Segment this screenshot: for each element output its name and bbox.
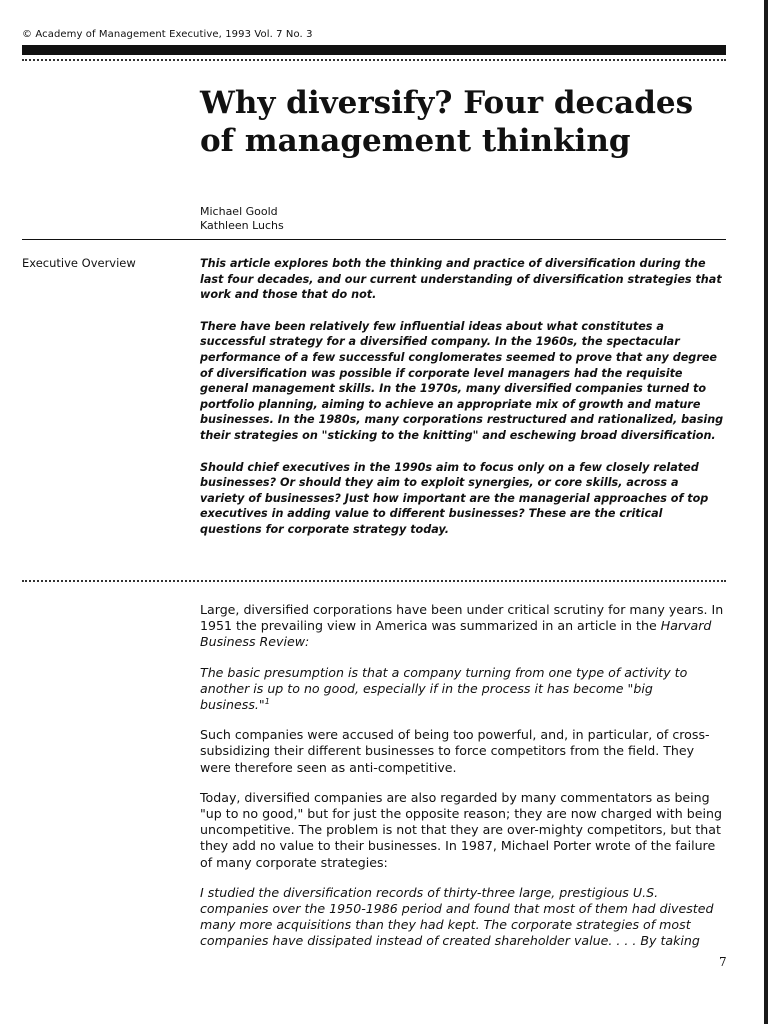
overview-paragraph: Should chief executives in the 1990s aim to focus only on a few closely related businesses? Or should they aim to exploit synergies, or core skills, across a variety of businesses? Just how important are the managerial approaches of top executives in adding value to different businesses? These are the critical questions for corporate strategy today. [200, 460, 709, 536]
overview-paragraph: This article explores both the thinking and practice of diversification during the last four decades, and our current understanding of diversification strategies that work and those that do not. [200, 257, 722, 302]
dotted-divider-middle [22, 580, 726, 582]
body-paragraph [200, 602, 726, 651]
page-edge [764, 0, 768, 1024]
cited-publication: Harvard Business Review: [200, 618, 712, 650]
body-paragraph: Such companies were accused of being too powerful, and, in particular, of cross-subsidizing their different businesses to force competitors from the field. They were therefore seen as anti-competitive. [200, 727, 710, 775]
executive-overview [200, 256, 726, 554]
block-quote: I studied the diversification records of thirty-three large, prestigious U.S. companies over the 1950-1986 period and found that most of them had divested many more acquisitions than they had kept. The corporate strategies of most companies have dissipated instead of created shareholder value. . . . By taking [200, 884, 714, 949]
page-number: 7 [719, 955, 727, 969]
section-rule [22, 239, 726, 240]
body-paragraph: Today, diversified companies are also regarded by many commentators as being "up to no good," but for just the opposite reason; they are now charged with being uncompetitive. The problem is not that they are over-mighty competitors, but that they add no value to their businesses. In 1987, Michael Porter wrote of the failure of many corporate strategies: [200, 789, 722, 870]
quote-text: The basic presumption is that a company turning from one type of activity to another is up to no good, especially if in the process it has become "big business." [200, 664, 688, 713]
journal-citation: © Academy of Management Executive, 1993 Vol. 7 No. 3 [22, 29, 313, 40]
title-line-2: of management thinking [200, 123, 631, 159]
executive-overview-label: Executive Overview [22, 256, 136, 270]
footnote-marker: 1 [264, 696, 270, 706]
overview-paragraph: There have been relatively few influential ideas about what constitutes a successful strategy for a diversified company. In the 1960s, the spectacular performance of a few successful conglomerates seemed to prove that any degree of diversification was possible if corporate level managers had the requisite general management skills. In the 1970s, many diversified companies turned to portfolio planning, aiming to achieve an appropriate mix of growth and mature businesses. In the 1980s, many corporations restructured and rationalized, basing their strategies on "sticking to the knitting" and eschewing broad diversification. [200, 319, 724, 442]
body-paragraph-text: Large, diversified corporations have been under critical scrutiny for many years. In 1951 the prevailing view in America was summarized in an article in the [200, 602, 724, 634]
article-body [200, 602, 726, 964]
block-quote [200, 665, 726, 714]
dotted-divider-top [22, 59, 726, 61]
title-line-1: Why diversify? Four decades [200, 85, 694, 121]
article-title [200, 84, 720, 160]
author-name: Kathleen Luchs [200, 219, 284, 232]
header-bar [22, 45, 726, 55]
author-list [200, 205, 284, 233]
author-name: Michael Goold [200, 205, 278, 218]
